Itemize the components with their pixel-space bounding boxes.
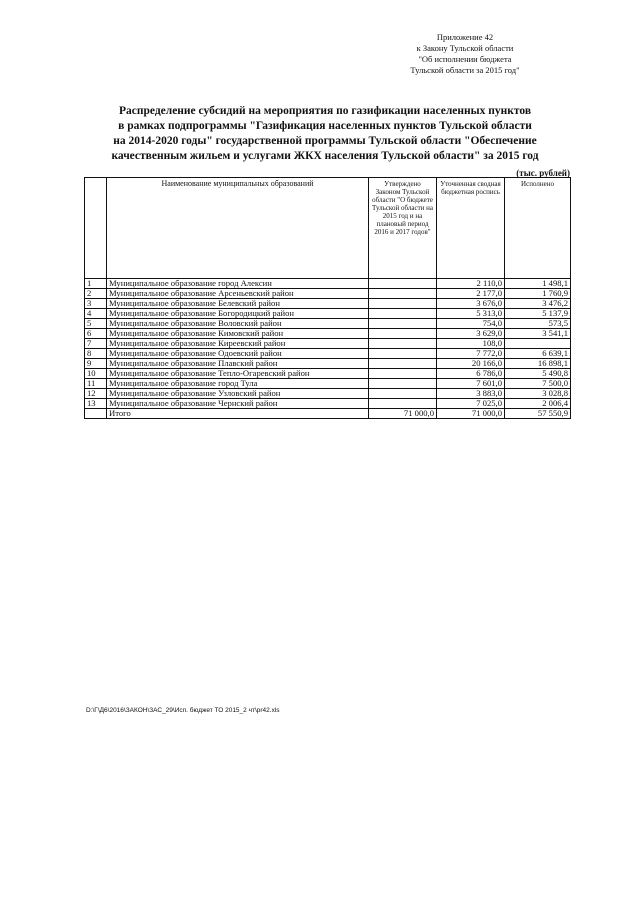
cell-approved — [369, 299, 437, 309]
table-row — [85, 279, 571, 289]
total-refined: 71 000,0 — [437, 409, 505, 419]
cell-executed: 7 500,0 — [505, 379, 571, 389]
title-line-2: в рамках подпрограммы "Газификация населенных пунктов Тульской области — [118, 120, 532, 132]
cell-name: Муниципальное образование Киреевский район — [107, 339, 369, 349]
table-row — [85, 319, 571, 329]
table-total-row — [85, 409, 571, 419]
cell-refined: 7 025,0 — [437, 399, 505, 409]
cell-index: 10 — [85, 369, 107, 379]
cell-approved — [369, 359, 437, 369]
cell-executed: 3 028,8 — [505, 389, 571, 399]
cell-executed: 1 498,1 — [505, 279, 571, 289]
cell-index: 12 — [85, 389, 107, 399]
file-path-footer: D:\Г\Д6\2016\ЗАКОН\ЗАС_29\Исп. бюджет ТО 2015_2 чт\pr42.xls — [86, 707, 280, 714]
cell-name: Муниципальное образование Арсеньевский район — [107, 289, 369, 299]
cell-name: Муниципальное образование Плавский район — [107, 359, 369, 369]
table-row — [85, 299, 571, 309]
cell-refined: 754,0 — [437, 319, 505, 329]
cell-approved — [369, 289, 437, 299]
cell-refined: 3 883,0 — [437, 389, 505, 399]
cell-name: Муниципальное образование город Алексин — [107, 279, 369, 289]
title-line-1: Распределение субсидий на мероприятия по газификации населенных пунктов — [118, 105, 532, 117]
cell-approved — [369, 339, 437, 349]
table-row — [85, 329, 571, 339]
table-body — [85, 279, 571, 419]
cell-name: Муниципальное образование Кимовский район — [107, 329, 369, 339]
cell-executed: 3 541,1 — [505, 329, 571, 339]
cell-name: Муниципальное образование Чернский район — [107, 399, 369, 409]
cell-executed — [505, 339, 571, 349]
cell-name: Муниципальное образование Узловский район — [107, 389, 369, 399]
cell-executed: 3 476,2 — [505, 299, 571, 309]
title-line-3: на 2014-2020 годы" государственной программы Тульской области "Обеспечение — [113, 135, 537, 147]
cell-refined: 5 313,0 — [437, 309, 505, 319]
cell-approved — [369, 329, 437, 339]
cell-index: 1 — [85, 279, 107, 289]
table-row — [85, 379, 571, 389]
table-row — [85, 359, 571, 369]
cell-index: 9 — [85, 359, 107, 369]
cell-approved — [369, 399, 437, 409]
cell-refined: 3 676,0 — [437, 299, 505, 309]
cell-approved — [369, 319, 437, 329]
table-header-row — [85, 178, 571, 279]
cell-approved — [369, 279, 437, 289]
cell-approved — [369, 309, 437, 319]
cell-refined: 108,0 — [437, 339, 505, 349]
cell-approved — [369, 369, 437, 379]
cell-index: 6 — [85, 329, 107, 339]
cell-index: 7 — [85, 339, 107, 349]
cell-approved — [369, 349, 437, 359]
cell-index: 8 — [85, 349, 107, 359]
subsidy-table — [84, 177, 571, 419]
table-row — [85, 389, 571, 399]
cell-executed: 2 006,4 — [505, 399, 571, 409]
cell-executed: 6 639,1 — [505, 349, 571, 359]
table-row — [85, 349, 571, 359]
cell-executed: 16 898,1 — [505, 359, 571, 369]
annex-line-1: Приложение 42 — [436, 32, 494, 42]
header-refined: Уточненная сводная бюджетная роспись — [437, 178, 505, 279]
cell-approved — [369, 389, 437, 399]
cell-name: Муниципальное образование Тепло-Огаревский район — [107, 369, 369, 379]
cell-refined: 20 166,0 — [437, 359, 505, 369]
total-index — [85, 409, 107, 419]
header-index — [85, 178, 107, 279]
header-name: Наименование муниципальных образований — [107, 178, 369, 279]
cell-name: Муниципальное образование город Тула — [107, 379, 369, 389]
total-executed: 57 550,9 — [505, 409, 571, 419]
annex-line-2: к Закону Тульской области — [416, 43, 514, 53]
cell-refined: 6 786,0 — [437, 369, 505, 379]
cell-name: Муниципальное образование Одоевский район — [107, 349, 369, 359]
cell-name: Муниципальное образование Воловский район — [107, 319, 369, 329]
document-title — [80, 104, 570, 164]
cell-refined: 3 629,0 — [437, 329, 505, 339]
annex-line-4: Тульской области за 2015 год" — [410, 65, 520, 75]
units-label: (тыс. рублей) — [516, 168, 570, 178]
total-approved: 71 000,0 — [369, 409, 437, 419]
header-executed: Исполнено — [505, 178, 571, 279]
cell-refined: 2 177,0 — [437, 289, 505, 299]
annex-line-3: "Об исполнении бюджета — [418, 54, 512, 64]
total-label: Итого — [107, 409, 369, 419]
table-row — [85, 339, 571, 349]
cell-executed: 1 760,9 — [505, 289, 571, 299]
cell-name: Муниципальное образование Белевский район — [107, 299, 369, 309]
table-row — [85, 399, 571, 409]
annex-block — [360, 32, 570, 76]
title-line-4: качественным жильем и услугами ЖКХ населения Тульской области" за 2015 год — [111, 150, 539, 162]
cell-executed: 5 490,8 — [505, 369, 571, 379]
cell-refined: 7 772,0 — [437, 349, 505, 359]
cell-index: 5 — [85, 319, 107, 329]
cell-executed: 573,5 — [505, 319, 571, 329]
cell-name: Муниципальное образование Богородицкий район — [107, 309, 369, 319]
cell-refined: 7 601,0 — [437, 379, 505, 389]
table-row — [85, 289, 571, 299]
cell-refined: 2 110,0 — [437, 279, 505, 289]
cell-index: 11 — [85, 379, 107, 389]
header-approved: Утверждено Законом Тульской области "О бюджете Тульской области на 2015 год и на плановый период 2016 и 2017 годов" — [369, 178, 437, 279]
cell-index: 3 — [85, 299, 107, 309]
cell-index: 2 — [85, 289, 107, 299]
cell-approved — [369, 379, 437, 389]
table-row — [85, 369, 571, 379]
table-row — [85, 309, 571, 319]
cell-index: 13 — [85, 399, 107, 409]
cell-index: 4 — [85, 309, 107, 319]
cell-executed: 5 137,9 — [505, 309, 571, 319]
